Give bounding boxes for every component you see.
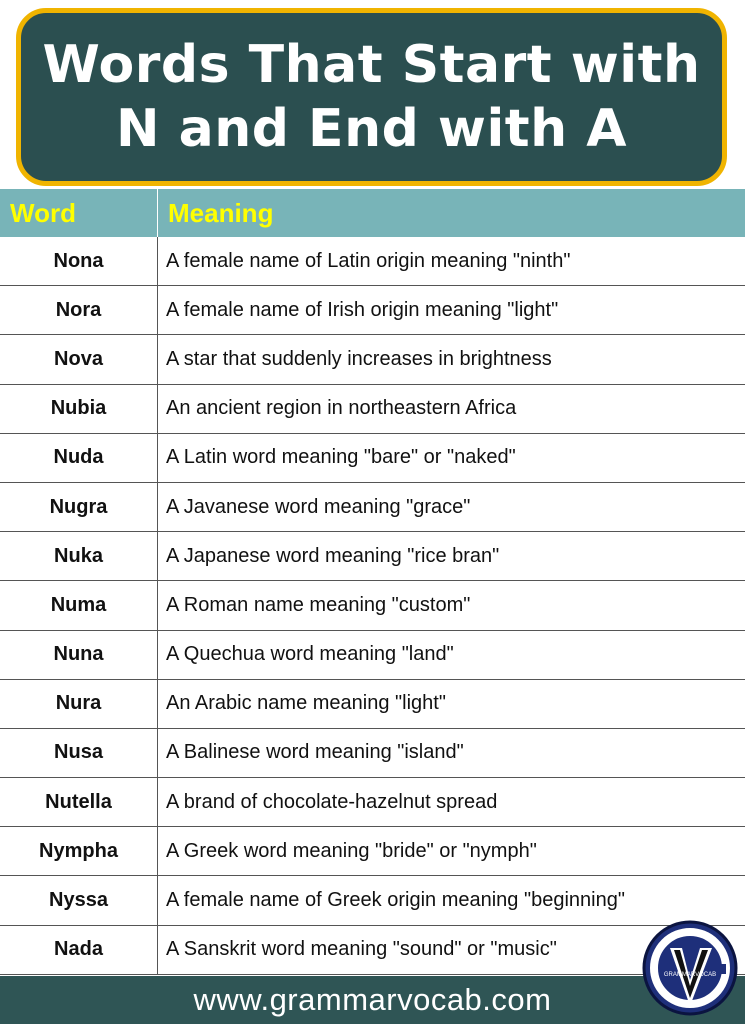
meaning-cell: A Latin word meaning "bare" or "naked" bbox=[166, 446, 516, 469]
table-header bbox=[0, 189, 745, 237]
table-row bbox=[0, 237, 745, 286]
grammarvocab-logo-icon bbox=[640, 918, 740, 1018]
word-cell: Nura bbox=[0, 680, 158, 728]
meaning-cell: A Javanese word meaning "grace" bbox=[166, 495, 471, 518]
word-cell: Nuna bbox=[0, 631, 158, 679]
word-cell: Nympha bbox=[0, 827, 158, 875]
word-cell: Nona bbox=[0, 237, 158, 285]
table-body bbox=[0, 237, 745, 975]
table-row bbox=[0, 286, 745, 335]
table-row bbox=[0, 827, 745, 876]
meaning-cell: A Japanese word meaning "rice bran" bbox=[166, 544, 500, 567]
word-cell: Nada bbox=[0, 926, 158, 974]
meaning-cell: A Sanskrit word meaning "sound" or "music" bbox=[166, 938, 557, 961]
meaning-cell: A Balinese word meaning "island" bbox=[166, 741, 464, 764]
table-row bbox=[0, 680, 745, 729]
word-cell: Nuka bbox=[0, 532, 158, 580]
word-cell: Nuda bbox=[0, 434, 158, 482]
table-row bbox=[0, 483, 745, 532]
word-cell: Nyssa bbox=[0, 876, 158, 924]
word-cell: Numa bbox=[0, 581, 158, 629]
table-row bbox=[0, 926, 745, 975]
word-column-header: Word bbox=[0, 189, 158, 237]
meaning-cell: A female name of Greek origin meaning "beginning" bbox=[166, 889, 625, 912]
website-url: www.grammarvocab.com bbox=[193, 982, 552, 1017]
meaning-cell: A female name of Irish origin meaning "light" bbox=[166, 298, 559, 321]
footer-bar bbox=[0, 976, 745, 1024]
table-row bbox=[0, 778, 745, 827]
logo-text: GRAMMARVOCAB bbox=[663, 972, 717, 978]
meaning-cell: A star that suddenly increases in brightness bbox=[166, 347, 552, 370]
table-row bbox=[0, 385, 745, 434]
title-banner bbox=[16, 8, 727, 186]
title-line-2: N and End with A bbox=[115, 99, 627, 159]
meaning-cell: A brand of chocolate-hazelnut spread bbox=[166, 790, 498, 813]
meaning-cell: A Greek word meaning "bride" or "nymph" bbox=[166, 839, 537, 862]
word-cell: Nubia bbox=[0, 385, 158, 433]
meaning-column-header: Meaning bbox=[168, 197, 274, 228]
word-cell: Nusa bbox=[0, 729, 158, 777]
table-row bbox=[0, 631, 745, 680]
word-cell: Nugra bbox=[0, 483, 158, 531]
word-cell: Nova bbox=[0, 335, 158, 383]
meaning-cell: A Roman name meaning "custom" bbox=[166, 593, 471, 616]
table-row bbox=[0, 729, 745, 778]
table-row bbox=[0, 876, 745, 925]
table-row bbox=[0, 434, 745, 483]
words-table bbox=[0, 189, 745, 975]
table-row bbox=[0, 532, 745, 581]
meaning-cell: A female name of Latin origin meaning "ninth" bbox=[166, 249, 571, 272]
title-line-1: Words That Start with bbox=[42, 35, 701, 95]
meaning-cell: A Quechua word meaning "land" bbox=[166, 643, 454, 666]
word-cell: Nora bbox=[0, 286, 158, 334]
meaning-cell: An ancient region in northeastern Africa bbox=[166, 397, 517, 420]
table-row bbox=[0, 335, 745, 384]
page-title bbox=[43, 33, 701, 161]
meaning-cell: An Arabic name meaning "light" bbox=[166, 692, 446, 715]
word-cell: Nutella bbox=[0, 778, 158, 826]
table-row bbox=[0, 581, 745, 630]
